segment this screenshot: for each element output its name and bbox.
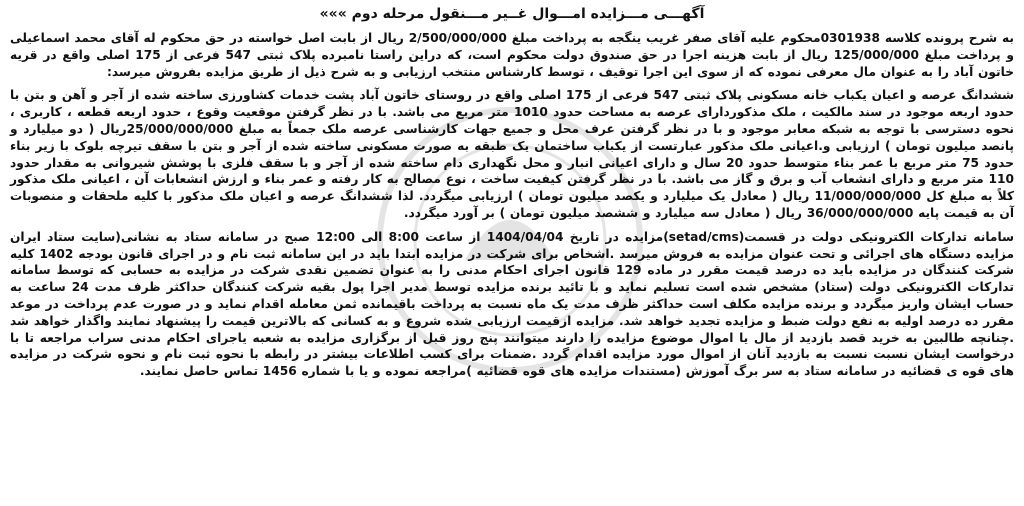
paragraph-auction-terms: سامانه تدارکات الکترونیکی دولت در قسمت(setad/cms)مزایده در تاریخ 1404/04/04 از ساعت 8:00 الی 12:00 صبح در سامانه ستاد به نشانی(سایت ستاد ایران مزایده دستگاه های اجرائی و تحت عنوان مزایده به فروش میرسد .اشخاص برای شرکت در مزایده ابتدا باید در این سامانه ثبت نام و در اجرای قانون بودجه 1402 کلیه شرکت کنندگان در مزایده باید ده درصد قیمت مقرر در ماده 129 قانون اجرای احکام مدنی را به عنوان تضمین نقدی شرکت در مزایده به حسابی که توسط سامانه تدارکات الکترونیکی دولت (ستاد) مشخص شده است تسلیم نماید و با تائید برنده مزایده توسط مدیر اجرا پول بقیه شرکت کنندگان حداکثر ظرف مدت 24 ساعت به حساب ایشان واریز میگردد و برنده مزایده مکلف است حداکثر ظرف مدت یک ماه نسبت به پرداخت باقیمانده ثمن معامله اقدام نماید و در صورت عدم پرداخت در موعد مقرر ده درصد اولیه به نفع دولت ضبط و مزایده تجدید خواهد شد. مزایده ازقیمت ارزیابی شده شروع و به کسانی که بالاترین قیمت را پیشنهاد نمایند واگذار خواهد شد .چنانچه طالبین به خرید قصد بازدید از مال یا اموال موضوع مزایده را دارند میتوانند پنج روز قبل از برگزاری مزایده به شعبه یاجرای احکام مدنی سراب مراجعه تا با درخواست ایشان نسبت نسبت به بازدید آنان از اموال مورد مزایده اقدام گردد .ضمنات برای کسب اطلاعات بیشتر در رابطه با نحوه ثبت نام و نحوه شرکت در مزایده های قوه ی قضائیه در سامانه ستاد به سر برگ آموزش (مستندات مزایده های قوه قضائیه )مراجعه نموده و یا با شماره 1456 تماس حاصل نمایند. [10,229,1015,379]
notice-title: آگهـــی مـــزایده امـــوال غــیر مـــنقول مرحله دوم »»» [319,6,705,22]
paragraph-property-description: ششدانگ عرصه و اعیان یکباب خانه مسکونی پلاک ثبتی 547 فرعی از 175 اصلی واقع در روستای خاتون آباد پشت خدمات کشاورزی ساخته شده از آجر و آهن و بتن با حدود اربعه موجود در سند مالکیت ، ملک مذکوردارای عرصه به مساحت حدود 1010 متر مربع می باشد. با در نظر گرفتن موقعیت وقوع ، حدود اربعه قطعه ، کاربری ، نحوه دسترسی با توجه به شبکه معابر موجود و با در نظر گرفتن عرف محل و جمیع جهات کارشناسی عرصه ملک جمعاً به مبلغ 25/000/000/000ریال ( دو میلیارد و پانصد میلیون تومان ) ارزیابی و.اعیانی ملک مذکور عبارتست از یکباب ساختمان یک طبقه به صورت مسکونی ساخته شده از آجر و بتن با سقف تیرچه بلوک با زیر بناء حدود 75 متر مربع با عمر بناء متوسط حدود 20 سال و دارای اعیانی انبار و محل نگهداری دام ساخته شده از آجر و با سقف فلزی با پوشش شیروانی به مقدار حدود 110 متر مربع و دارای انشعاب آب و برق و گاز می باشد. با در نظر گرفتن کیفیت ساخت ، نوع مصالح به کار رفته و عمر بناء و ارزش انشعابات آن ، اعیانی ملک مذکور کلاً به مبلغ کل 11/000/000/000 ریال ( معادل یک میلیارد و یکصد میلیون تومان ) ارزیابی میگردد. لذا ششدانگ عرصه و اعیان ملک مذکور با کلیه ملحقات و منصوبات آن به قیمت پایه 36/000/000/000 ریال ( معادل سه میلیارد و ششصد میلیون تومان ) بر آورد میگردد. [10,88,1015,220]
paragraph-case-summary: به شرح پرونده کلاسه 0301938محکوم علیه آقای صفر غریب ینگجه به پرداخت مبلغ 2/500/000/000 ریال از بابت اصل خواسته در حق محکوم له آقای محمد اسماعیلی و پرداخت مبلغ 125/000/000 ریال از بابت هزینه اجرا در حق صندوق دولت محکوم است، که دراین راستا نامبرده پلاک ثبتی 547 فرعی از 175 اصلی واقع در قریه خاتون آباد را به عنوان مال معرفی نموده که از سوی این اجرا توقیف ، توسط کارشناس منتخب ارزیابی و به شرح ذیل از طریق مزایده بفروش میرسد: [10,31,1014,79]
